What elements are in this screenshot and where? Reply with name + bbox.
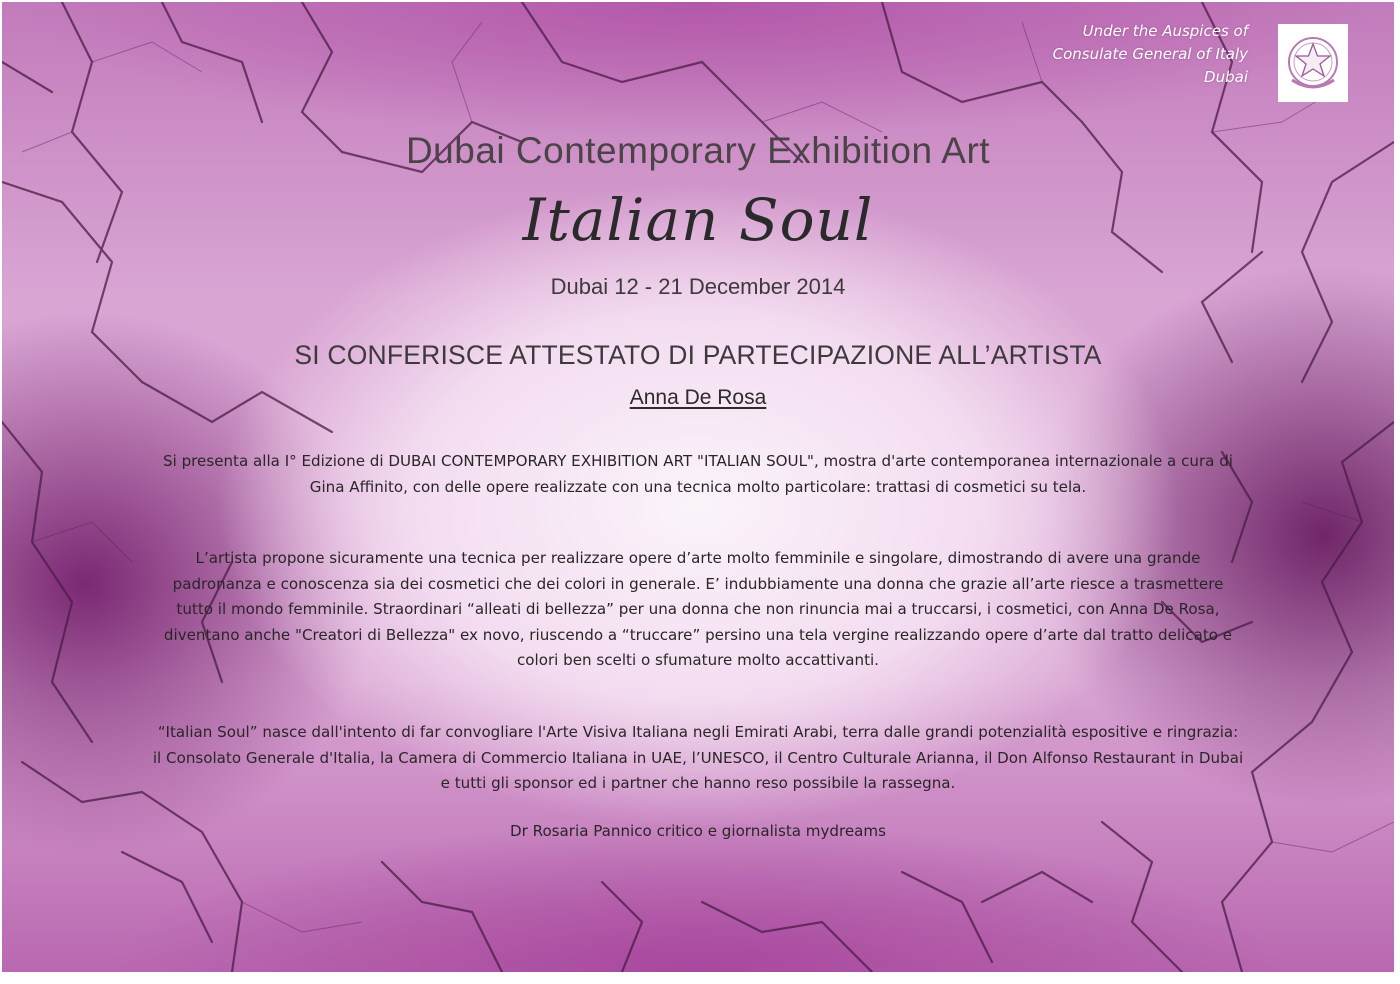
- certificate: [2, 2, 1394, 972]
- paragraph-description: L’artista propone sicuramente una tecnica per realizzare opere d’arte molto femminile e singolare, dimostrando di avere una grande padronanza e conoscenza sia dei cosmetici che dei colori in generale. E’ indubbiamente una donna che grazie all’arte riesce a trasmettere tutto il mondo femminile. Straordinari “alleati di bellezza” per una donna che non rinuncia mai a truccarsi, i cosmetici, con Anna De Rosa, diventano anche "Creatori di Bellezza" ex novo, riuscendo a “truccare” persino una tela vergine realizzando opere d’arte dal tratto delicato e colori ben scelti o sfumature molto accattivanti.: [163, 549, 1233, 669]
- auspices-block: [1053, 20, 1248, 89]
- auspices-line-2: Consulate General of Italy: [1052, 45, 1248, 63]
- exhibition-name: Dubai Contemporary Exhibition Art: [405, 130, 991, 171]
- signature-line: Dr Rosaria Pannico critico e giornalista mydreams: [510, 822, 886, 840]
- exhibition-title: Italian Soul: [522, 186, 874, 254]
- paragraph-acknowledgements: “Italian Soul” nasce dall'intento di far convogliare l'Arte Visiva Italiana negli Emirati Arabi, terra dalle grandi potenzialità espositive e ringrazia: il Consolato Generale d'Italia, la Camera di Commercio Italiana in UAE, l’UNESCO, il Centro Culturale Arianna, il Don Alfonso Restaurant in Dubai e tutti gli sponsor ed i partner che hanno reso possibile la rassegna.: [152, 723, 1244, 792]
- auspices-line-1: Under the Auspices of: [1082, 22, 1248, 40]
- conferral-statement: SI CONFERISCE ATTESTATO DI PARTECIPAZIONE ALL’ARTISTA: [294, 340, 1102, 370]
- auspices-line-3: Dubai: [1204, 68, 1248, 86]
- artist-name: Anna De Rosa: [629, 386, 767, 409]
- exhibition-dates: Dubai 12 - 21 December 2014: [550, 274, 846, 299]
- paragraph-introduction: Si presenta alla I° Edizione di DUBAI CONTEMPORARY EXHIBITION ART "ITALIAN SOUL", mostra d'arte contemporanea internazionale a cura di Gina Affinito, con delle opere realizzate con una tecnica molto particolare: trattasi di cosmetici su tela.: [163, 452, 1233, 496]
- italian-republic-emblem-icon: [1278, 24, 1348, 102]
